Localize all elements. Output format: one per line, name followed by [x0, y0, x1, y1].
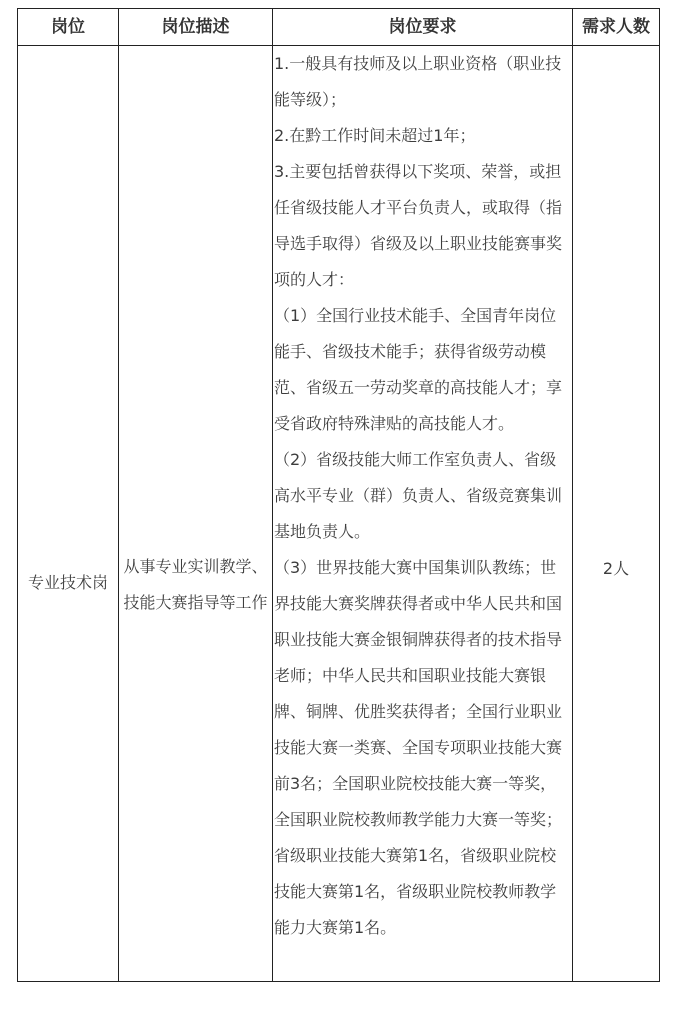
cell-position	[18, 46, 119, 982]
requirement-item: 2.在黔工作时间未超过1年；	[274, 126, 476, 145]
header-cell-description: 岗位描述	[119, 9, 273, 46]
headcount-value: 2人	[602, 558, 630, 578]
cell-headcount	[573, 46, 660, 982]
table-header-row	[18, 9, 660, 46]
table-row	[18, 46, 660, 982]
header-cell-position: 岗位	[18, 9, 119, 46]
requirement-item: （2）省级技能大师工作室负责人、省级高水平专业（群）负责人、省级竞赛集训基地负责人。	[274, 450, 563, 541]
requirement-item: （1）全国行业技术能手、全国青年岗位能手、省级技术能手；获得省级劳动模范、省级五一劳动奖章的高技能人才；享受省政府特殊津贴的高技能人才。	[274, 306, 563, 433]
requirement-item: 3.主要包括曾获得以下奖项、荣誉，或担任省级技能人才平台负责人，或取得（指导选手取得）省级及以上职业技能赛事奖项的人才：	[274, 162, 563, 289]
cell-description	[119, 46, 273, 982]
header-cell-requirements: 岗位要求	[273, 9, 573, 46]
job-position-table	[17, 8, 660, 982]
cell-requirements	[273, 46, 573, 982]
requirement-item: （3）世界技能大赛中国集训队教练；世界技能大赛奖牌获得者或中华人民共和国职业技能大赛金银铜牌获得者的技术指导老师；中华人民共和国职业技能大赛银牌、铜牌、优胜奖获得者；全国行业职业技能大赛一类赛、全国专项职业技能大赛前3名；全国职业院校技能大赛一等奖，全国职业院校教师教学能力大赛一等奖；省级职业技能大赛第1名，省级职业院校技能大赛第1名，省级职业院校教师教学能力大赛第1名。	[274, 558, 563, 937]
requirement-item: 1.一般具有技师及以上职业资格（职业技能等级）；	[274, 54, 562, 109]
description-text: 从事专业实训教学、技能大赛指导等工作	[123, 556, 268, 612]
position-label: 专业技术岗	[27, 572, 108, 592]
header-cell-headcount: 需求人数	[573, 9, 660, 46]
